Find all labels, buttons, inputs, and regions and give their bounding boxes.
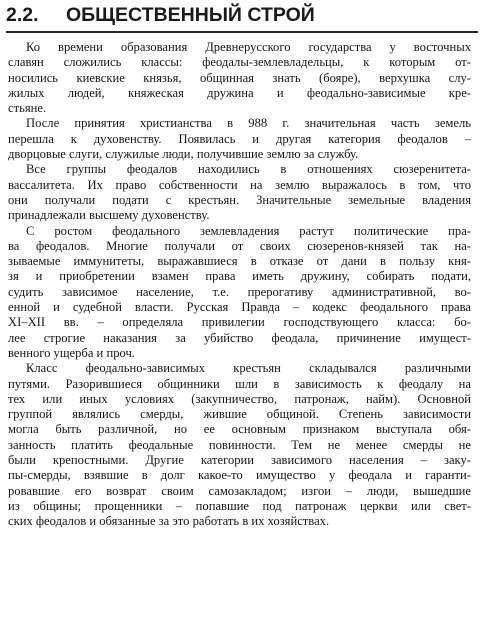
text-line: С ростом феодального землевладения растут политические пра- <box>26 223 471 238</box>
text-line: лее строгие наказания за убийство феодала, причинение имущест- <box>8 330 471 345</box>
text-line: жилых людей, княжеская дружина и феодально-зависимые кре- <box>8 85 471 100</box>
text-line: славян сложились классы: феодалы-землевладельцы, к которым от- <box>8 55 471 70</box>
paragraph <box>8 40 471 116</box>
text-line: вассалитета. Их право собственности на землю выражалось в том, что <box>8 177 471 192</box>
paragraph <box>8 224 471 362</box>
text-line: пы-смерды, взявшие в долг какое-то имущество у феодала и гаранти- <box>8 468 471 483</box>
text-line: зя и приобретении взамен права иметь дружину, собирать подати, <box>8 269 471 284</box>
text-line: ских феодалов и обязанные за это работать в их хозяйствах. <box>8 514 330 529</box>
paragraph <box>8 116 471 162</box>
text-line: из общины; прощенники – попавшие под патронаж церкви или свет- <box>8 498 471 513</box>
text-line: они получали подати с крестьян. Значительные земельные владения <box>8 192 471 207</box>
text-line: могла быть различной, но ее основным признаком выступала обя- <box>8 422 471 437</box>
text-line: группой являлись смерды, жившие общиной. Степень зависимости <box>8 407 471 422</box>
text-line: носились киевские князья, общинная знать (бояре), верхушка слу- <box>8 70 471 85</box>
text-line: судить зависимое население, т.е. прерогативу административной, во- <box>8 284 471 299</box>
paragraph <box>8 361 471 529</box>
text-line: занность платить феодальные повинности. Тем не менее смерды не <box>8 437 471 452</box>
section-heading <box>6 4 478 34</box>
text-line: тех или иных условиях (закупничество, патронаж, найм). Основной <box>8 391 471 406</box>
section-title: ОБЩЕСТВЕННЫЙ СТРОЙ <box>66 4 315 26</box>
text-line: венного ущерба и проч. <box>8 345 135 360</box>
section-body <box>8 40 471 530</box>
text-line: дворцовые слуги, служилые люди, получившие землю за службу. <box>8 147 359 162</box>
text-line: были крепостными. Другие категории зависимого населения – заку- <box>8 453 471 468</box>
text-line: принадлежали высшему духовенству. <box>8 208 210 223</box>
paragraph <box>8 162 471 223</box>
section-number: 2.2. <box>6 4 39 26</box>
heading-underline <box>6 31 478 33</box>
text-line: путями. Разорившиеся общинники шли в зависимость к феодалу на <box>8 376 471 391</box>
text-line: Все группы феодалов находились в отношениях сюзеренитета- <box>26 162 471 177</box>
text-line: После принятия христианства в 988 г. значительная часть земель <box>26 116 471 131</box>
text-line: Класс феодально-зависимых крестьян складывался различными <box>26 361 471 376</box>
text-line: енной и судебной власти. Русская Правда – кодекс феодального права <box>8 300 471 315</box>
text-line: Ко времени образования Древнерусского государства у восточных <box>26 40 471 54</box>
text-line: зываемые иммунитеты, выражавшиеся в отказе от дани в пользу кня- <box>8 254 471 269</box>
text-line: XI–XII вв. – определяла привилегии господствующего класса: бо- <box>8 315 471 330</box>
text-line: стьяне. <box>8 101 47 116</box>
text-line: перешла к духовенству. Появилась и другая категория феодалов – <box>8 131 471 146</box>
text-line: ровавшие его возврат своим самозакладом; изгои – люди, вышедшие <box>8 483 471 498</box>
text-line: ва феодалов. Многие получали от своих сюзеренов-князей так на- <box>8 238 471 253</box>
